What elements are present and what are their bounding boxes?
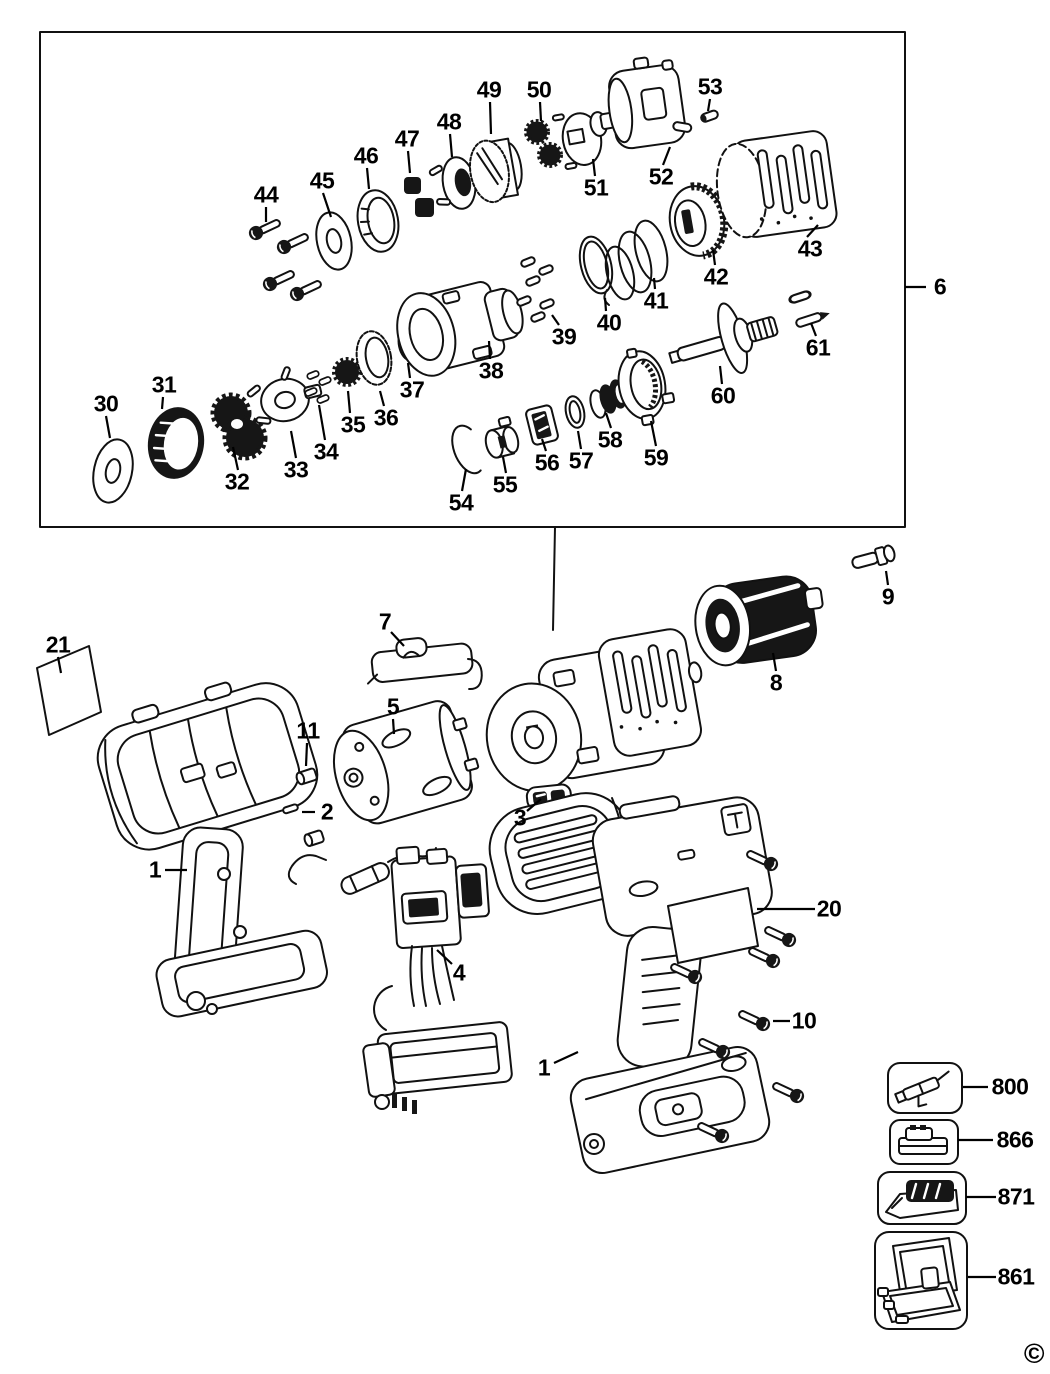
part-label-4: 4 [452,959,466,986]
part-53-pin [699,110,719,124]
part-54-retaining-ring [450,424,481,476]
part-9-screw [850,544,896,572]
part-label-47: 47 [394,125,420,152]
part-label-copyright: © [1023,1338,1045,1369]
leader-line-60 [720,366,722,384]
leader-line-54 [462,469,466,491]
leader-line-39 [552,315,559,325]
part-label-45: 45 [309,167,335,194]
part-label-52: 52 [648,163,674,190]
part-label-53: 53 [697,73,723,100]
part-label-49: 49 [476,76,502,103]
part-44-screws [247,216,323,303]
part-31-ring-gear [143,403,208,482]
part-label-54: 54 [448,489,474,516]
box-to-assembly-connector [553,527,555,630]
part-label-42: 42 [703,263,729,290]
leader-line-59 [651,421,656,446]
part-label-59: 59 [643,444,669,471]
leader-line-55 [503,457,506,473]
kit-box-866 [890,1120,958,1164]
part-label-55: 55 [492,471,518,498]
part-32-cluster-gear [214,396,264,457]
part-1-right-housing [481,782,776,1177]
part-label-38: 38 [478,357,504,384]
part-47-pinions [404,177,434,217]
part-label-21: 21 [45,631,71,658]
part-2-pin [282,804,324,847]
leader-line-9 [886,571,888,585]
leader-line-48 [450,134,452,157]
part-label-60: 60 [710,382,736,409]
part-label-51: 51 [583,174,609,201]
part-41-spring-washers [601,217,673,305]
leader-line-50 [540,102,541,121]
part-61-pins [789,290,831,327]
leader-line-52 [663,147,670,165]
leader-line-53 [708,99,710,111]
part-label-10: 10 [791,1007,817,1034]
leader-line-49 [490,102,491,134]
part-1-left-housing [86,664,330,1019]
part-label-34: 34 [313,438,339,465]
leader-line-57 [578,431,581,449]
part-46-ring [353,187,403,255]
part-label-35: 35 [340,411,366,438]
leader-line-47 [408,151,410,173]
leader-line-1b [554,1052,578,1063]
part-label-866: 866 [996,1126,1034,1153]
part-label-20: 20 [816,895,842,922]
part-label-9: 9 [881,583,895,610]
leader-line-46 [367,168,369,189]
part-label-32: 32 [224,468,250,495]
part-60-spindle [660,291,786,391]
part-label-37: 37 [399,376,425,403]
part-30-washer [88,436,138,507]
leader-line-40 [605,298,606,311]
part-59-ring-gear [613,344,678,429]
leader-line-58 [606,413,611,428]
part-label-56: 56 [534,449,560,476]
leader-line-41 [654,278,655,289]
part-label-11: 11 [296,717,320,744]
part-label-46: 46 [353,142,379,169]
part-43-clutch-housing [711,129,838,241]
part-8-chuck [690,572,829,669]
part-label-40: 40 [596,309,622,336]
part-label-44: 44 [253,181,279,208]
part-label-861: 861 [997,1263,1035,1290]
part-label-48: 48 [436,108,462,135]
part-label-33: 33 [283,456,309,483]
part-label-1b: 1 [537,1054,551,1081]
part-5-motor [320,695,486,832]
part-label-43: 43 [797,235,823,262]
leader-line-31 [162,397,163,409]
part-label-800: 800 [991,1073,1029,1100]
leader-line-35 [348,391,350,413]
leader-line-5 [393,719,394,734]
part-45-washer [311,209,356,273]
part-label-2: 2 [320,798,334,825]
part-7-selector [364,632,484,700]
part-label-39: 39 [551,323,577,350]
part-55-collar [481,416,521,460]
part-38-gear-case [389,270,532,382]
part-label-30: 30 [93,390,119,417]
part-52-housing-cup [603,52,694,150]
leader-line-37 [408,363,410,378]
part-label-3: 3 [513,804,527,831]
part-label-31: 31 [151,371,177,398]
leader-line-11 [306,743,307,766]
kit-box-871 [878,1172,966,1224]
leader-line-36 [380,391,384,406]
part-label-8: 8 [769,669,783,696]
part-label-36: 36 [373,404,399,431]
part-label-7: 7 [378,608,392,635]
part-57-o-ring [563,394,587,429]
leader-line-38 [489,341,490,359]
part-label-871: 871 [997,1183,1035,1210]
leader-line-61 [811,323,816,336]
leader-line-30 [106,416,110,438]
leader-line-34 [319,405,325,440]
part-50-pinions [527,122,561,166]
part-label-6: 6 [933,273,947,300]
part-label-50: 50 [526,76,552,103]
kit-box-800 [888,1063,962,1114]
part-label-1a: 1 [148,856,162,883]
part-label-58: 58 [597,426,623,453]
gearbox-assembly [473,625,716,799]
part-21-label-sticker [37,646,101,735]
part-35-pinion [335,360,359,384]
part-label-41: 41 [643,287,669,314]
part-label-61: 61 [805,334,831,361]
leader-line-33 [291,431,296,458]
kit-box-861 [875,1232,967,1329]
part-label-57: 57 [568,447,594,474]
part-label-5: 5 [386,693,400,720]
